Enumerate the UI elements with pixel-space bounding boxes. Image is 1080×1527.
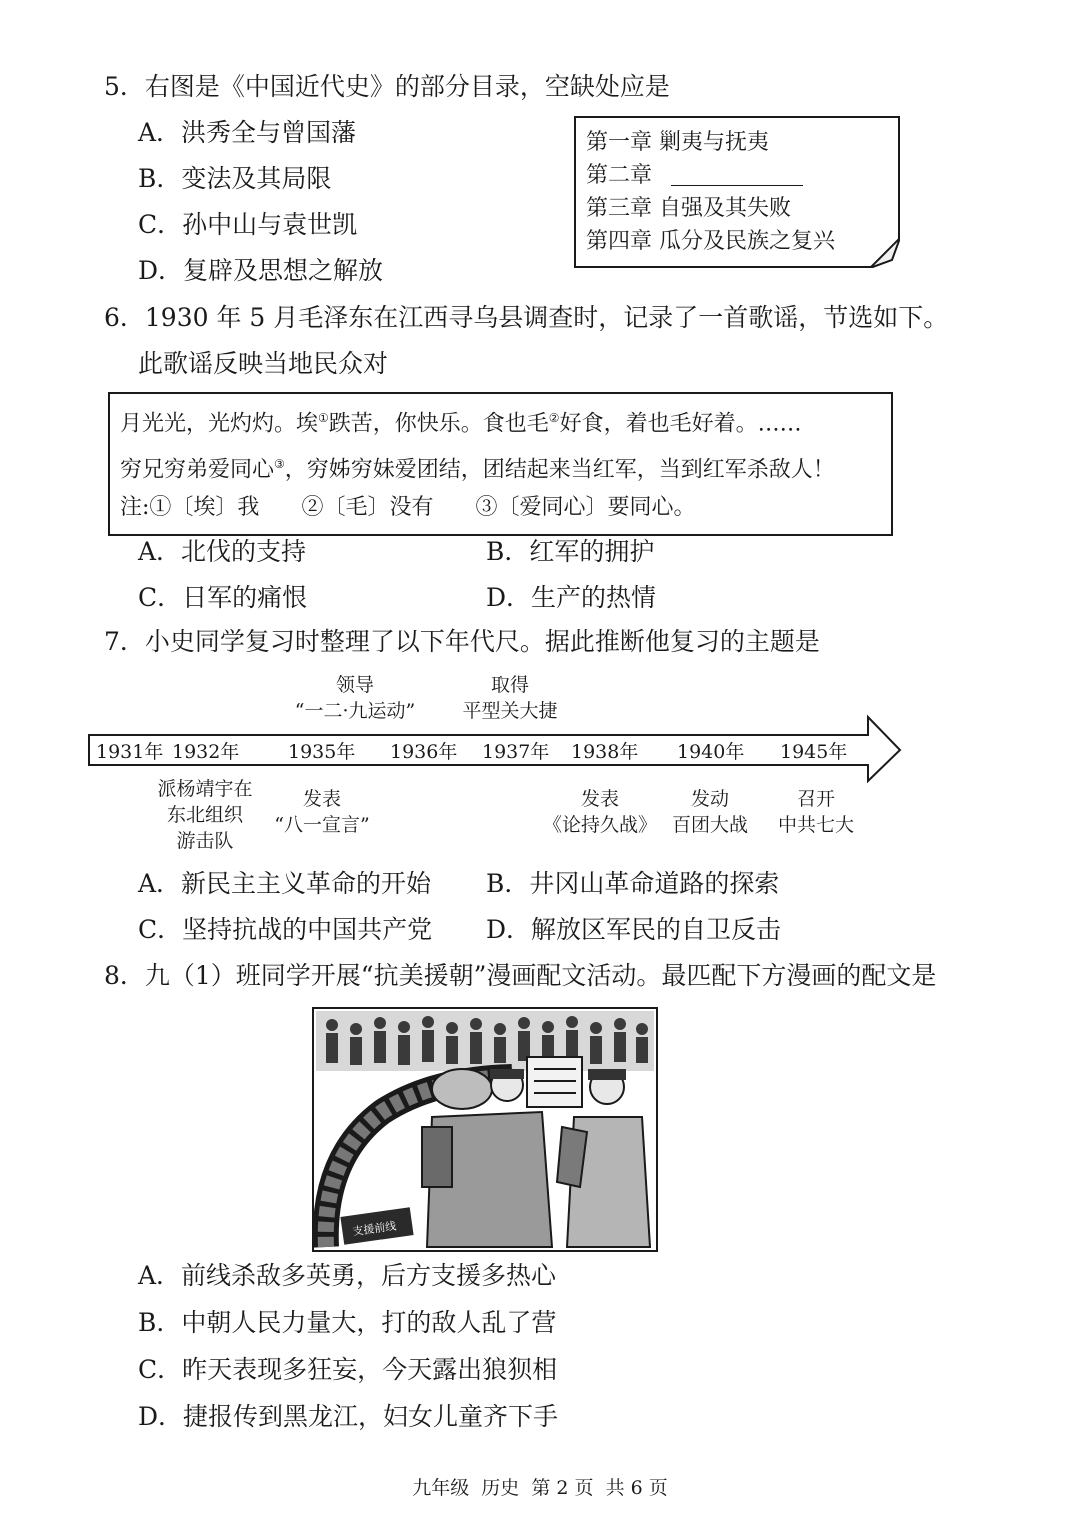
song-line-1: 月光光，光灼灼。埃①跌苦，你快乐。食也毛②好食，着也毛好着。…… [120,411,802,437]
q8-option-a: A．前线杀敌多英勇，后方支援多热心 [138,1261,557,1290]
q6-stem-line1: 6．1930 年 5 月毛泽东在江西寻乌县调查时，记录了一首歌谣，节选如下。 [104,303,949,332]
event-above-1937: 取得 平型关大捷 [462,674,558,722]
event-below-1938: 发表 《论持久战》 [542,788,657,836]
song-box [108,392,893,536]
q6-option-a: A．北伐的支持 [138,537,307,566]
q6-stem-line2: 此歌谣反映当地民众对 [138,349,389,378]
q8-stem: 8．九（1）班同学开展“抗美援朝”漫画配文活动。最匹配下方漫画的配文是 [104,961,937,990]
year-1936: 1936年 [390,741,458,763]
q6-option-b: B．红军的拥护 [486,537,655,566]
q5-option-a: A．洪秀全与曾国藩 [138,118,357,147]
comic-illustration [312,1007,658,1252]
q6-option-c: C．日军的痛恨 [138,583,308,612]
toc-chapter-1: 第一章 剿夷与抚夷 [586,130,770,155]
year-1937: 1937年 [482,741,550,763]
q7-option-d: D．解放区军民的自卫反击 [486,915,782,944]
year-1938: 1938年 [571,741,639,763]
year-1932: 1932年 [172,741,240,763]
table-of-contents-box [574,116,900,268]
year-1935: 1935年 [288,741,356,763]
train-label: 支援前线 [351,1219,398,1239]
q7-option-c: C．坚持抗战的中国共产党 [138,915,433,944]
page-footer: 九年级 历史 第 2 页 共 6 页 [412,1477,668,1499]
q5-option-c: C．孙中山与袁世凯 [138,210,358,239]
q5-option-b: B．变法及其局限 [138,164,332,193]
event-below-1940: 发动 百团大战 [671,788,748,836]
q7-option-a: A．新民主主义革命的开始 [138,869,432,898]
q8-option-d: D．捷报传到黑龙江，妇女儿童齐下手 [138,1402,559,1431]
toc-chapter-4: 第四章 瓜分及民族之复兴 [586,229,836,254]
event-below-1945: 召开 中共七大 [777,788,854,836]
q7-stem: 7．小史同学复习时整理了以下年代尺。据此推断他复习的主题是 [104,627,820,656]
q5-option-d: D．复辟及思想之解放 [138,256,384,285]
q5-stem: 5．右图是《中国近代史》的部分目录，空缺处应是 [104,72,670,101]
q6-option-d: D．生产的热情 [486,583,657,612]
q7-option-b: B．井冈山革命道路的探索 [486,869,780,898]
year-1945: 1945年 [780,741,848,763]
toc-blank-line [671,185,803,186]
q8-option-b: B．中朝人民力量大，打的敌人乱了营 [138,1308,557,1337]
page-curl-icon [870,238,900,268]
song-notes: 注:①〔埃〕我 ②〔毛〕没有 ③〔爱同心〕要同心。 [120,495,696,520]
year-1940: 1940年 [677,741,745,763]
song-line-2: 穷兄穷弟爱同心③，穷姊穷妹爱团结，团结起来当红军，当到红军杀敌人！ [120,457,835,483]
event-above-1935: 领导 “一二·九运动” [294,674,416,722]
q8-option-c: C．昨天表现多狂妄，今天露出狼狈相 [138,1355,558,1384]
year-1931: 1931年 [96,741,164,763]
toc-chapter-2: 第二章 [586,163,653,188]
event-below-1935: 发表 “八一宣言” [274,788,370,836]
event-below-1932: 派杨靖宇在 东北组织 游击队 [157,778,253,852]
toc-chapter-3: 第三章 自强及其失败 [586,196,792,221]
